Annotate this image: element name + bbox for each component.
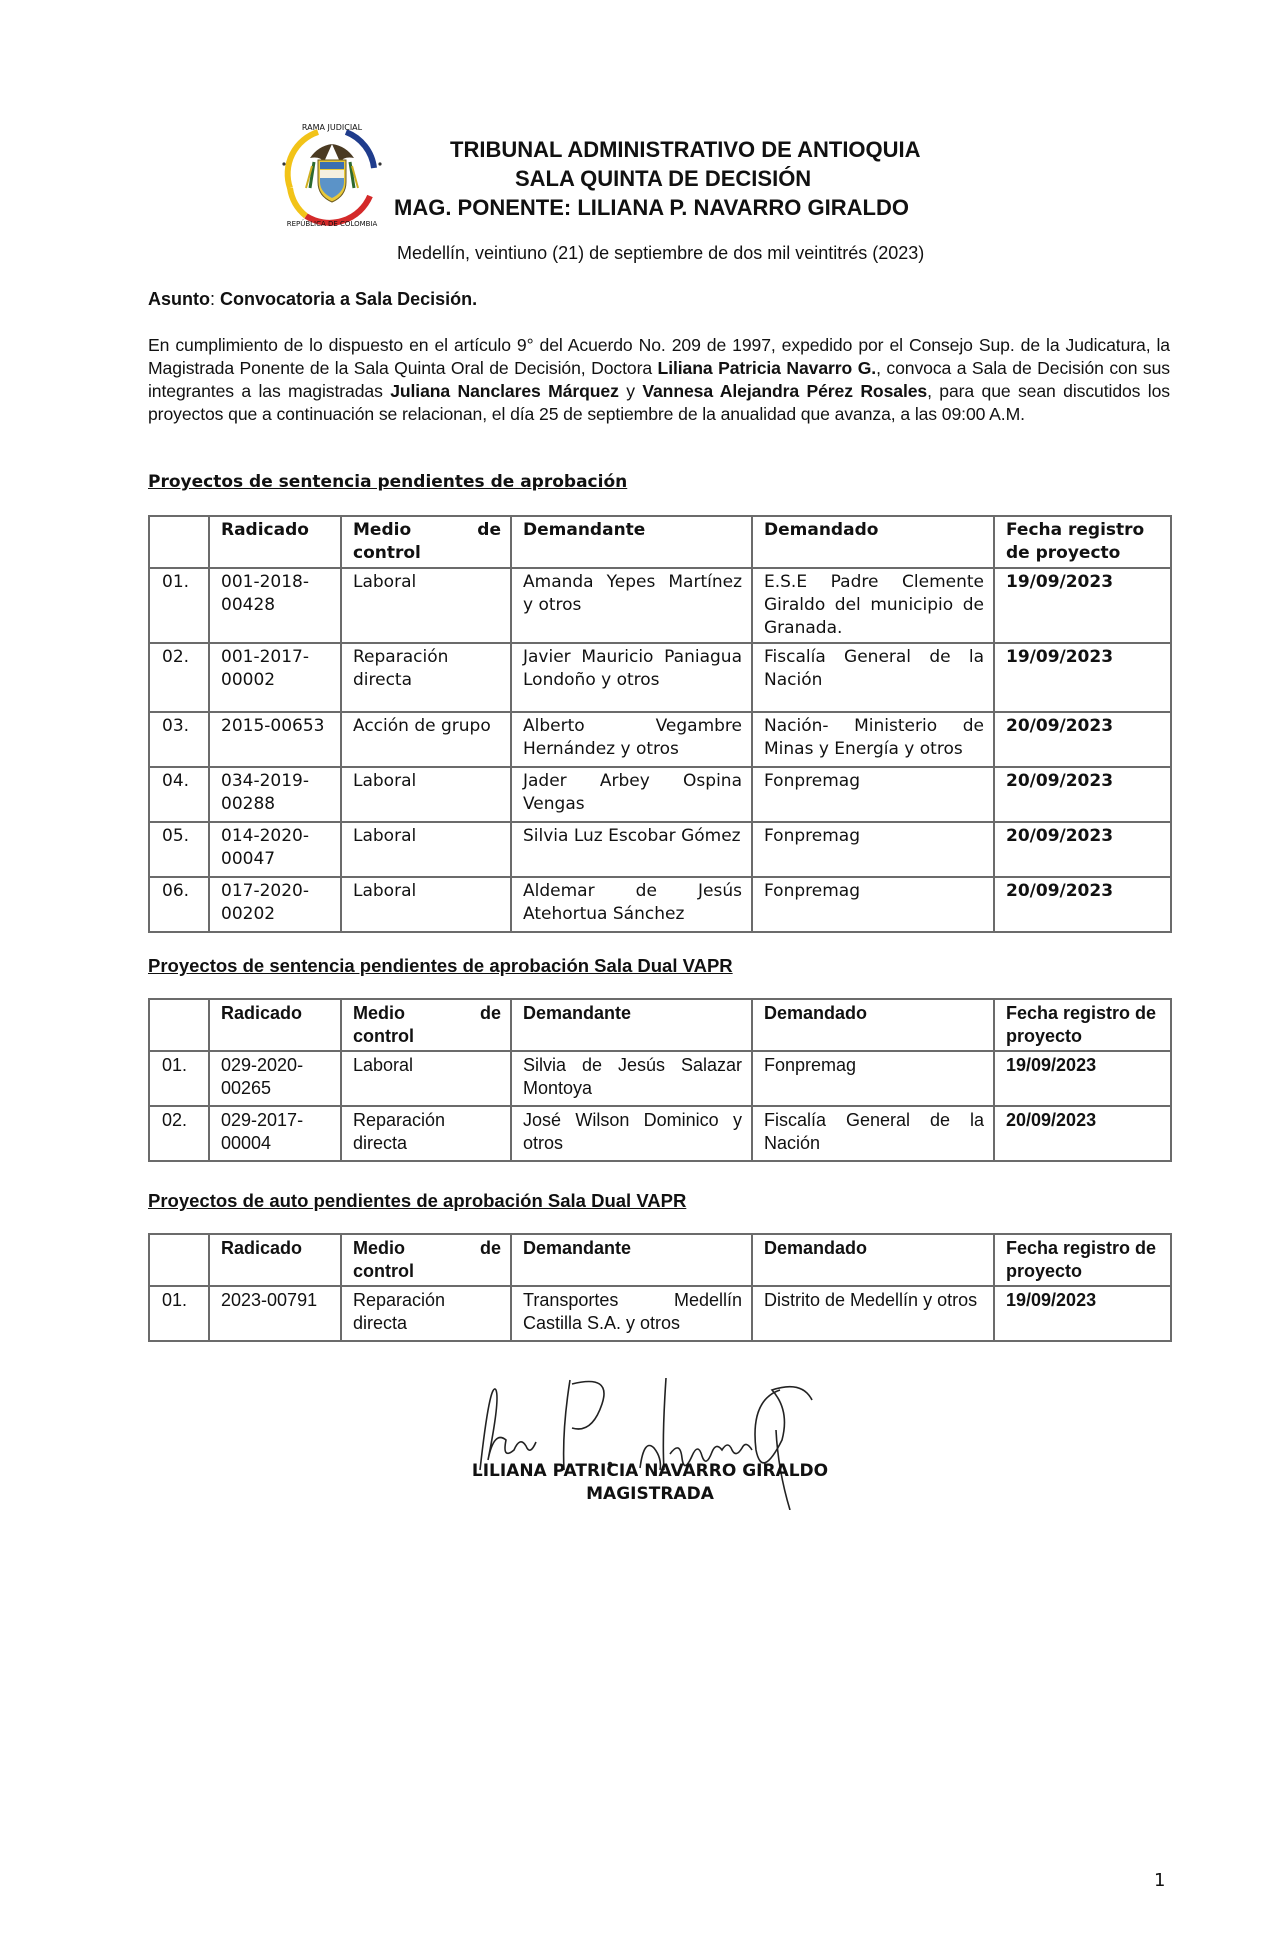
row-num: 01. <box>149 1286 209 1341</box>
row-demandado: Fiscalía General de la Nación <box>752 1106 994 1161</box>
signatory-role: MAGISTRADA <box>586 1484 714 1504</box>
table-header-row <box>149 516 1171 568</box>
row-demandado: Fonpremag <box>752 1051 994 1106</box>
row-num: 02. <box>149 643 209 712</box>
col-medio: Medio de control <box>341 1234 511 1286</box>
paragraph-text: , para que sean discutidos los proyectos que a continuación se relacionan, el día 25 de septiembre de la anualidad que avanza, a las 09:00 A.M. <box>148 381 1170 424</box>
signatory <box>440 1460 860 1506</box>
rama-judicial-seal-icon <box>278 118 386 230</box>
row-demandante: Javier Mauricio Paniagua Londoño y otros <box>511 643 752 712</box>
row-medio: Laboral <box>341 822 511 877</box>
col-demandado: Demandado <box>752 999 994 1051</box>
row-num: 05. <box>149 822 209 877</box>
subject-text: Convocatoria a Sala Decisión. <box>220 289 478 309</box>
row-num: 01. <box>149 1051 209 1106</box>
signatory-name: LILIANA PATRICIA NAVARRO GIRALDO <box>471 1461 829 1481</box>
row-num: 06. <box>149 877 209 932</box>
table-row <box>149 643 1171 712</box>
col-demandante: Demandante <box>511 1234 752 1286</box>
row-radicado: 029-2017-00004 <box>209 1106 341 1161</box>
col-demandante: Demandante <box>511 999 752 1051</box>
row-demandado: Fonpremag <box>752 877 994 932</box>
row-demandado: Fonpremag <box>752 822 994 877</box>
table-row <box>149 822 1171 877</box>
table-row <box>149 712 1171 767</box>
row-fecha: 19/09/2023 <box>994 643 1171 712</box>
row-medio: Reparación directa <box>341 1286 511 1341</box>
table-row <box>149 1051 1171 1106</box>
row-num: 01. <box>149 568 209 643</box>
row-radicado: 001-2017-00002 <box>209 643 341 712</box>
ponente-name: Liliana Patricia Navarro G. <box>657 358 877 378</box>
row-radicado: 034-2019-00288 <box>209 767 341 822</box>
row-medio: Laboral <box>341 568 511 643</box>
row-demandado: Fiscalía General de la Nación <box>752 643 994 712</box>
row-medio: Laboral <box>341 1051 511 1106</box>
table-sentencia <box>148 515 1172 933</box>
row-medio: Reparación directa <box>341 643 511 712</box>
row-demandante: Amanda Yepes Martínez y otros <box>511 568 752 643</box>
row-demandado: E.S.E Padre Clemente Giraldo del municipio de Granada. <box>752 568 994 643</box>
table-sala-dual <box>148 998 1172 1162</box>
row-fecha: 20/09/2023 <box>994 822 1171 877</box>
row-medio: Laboral <box>341 767 511 822</box>
table-row <box>149 1286 1171 1341</box>
row-fecha: 19/09/2023 <box>994 568 1171 643</box>
row-demandante: Aldemar de Jesús Atehortua Sánchez <box>511 877 752 932</box>
magistrate-name-2: Vannesa Alejandra Pérez Rosales <box>642 381 928 401</box>
convocation-paragraph <box>148 334 1170 426</box>
col-radicado: Radicado <box>209 1234 341 1286</box>
row-demandante: Transportes Medellín Castilla S.A. y otros <box>511 1286 752 1341</box>
row-fecha: 20/09/2023 <box>994 712 1171 767</box>
col-fecha: Fecha registro de proyecto <box>994 1234 1171 1286</box>
table-row <box>149 568 1171 643</box>
row-demandado: Distrito de Medellín y otros <box>752 1286 994 1341</box>
row-demandante: Silvia Luz Escobar Gómez <box>511 822 752 877</box>
row-radicado: 2015-00653 <box>209 712 341 767</box>
row-num: 04. <box>149 767 209 822</box>
table-header-row <box>149 999 1171 1051</box>
row-demandante: José Wilson Dominico y otros <box>511 1106 752 1161</box>
col-fecha: Fecha registro de proyecto <box>994 999 1171 1051</box>
section-title-sala-dual: Proyectos de sentencia pendientes de aprobación Sala Dual VAPR <box>148 955 733 976</box>
row-radicado: 2023-00791 <box>209 1286 341 1341</box>
col-medio: Medio de control <box>341 999 511 1051</box>
court-name: TRIBUNAL ADMINISTRATIVO DE ANTIOQUIA <box>450 137 921 162</box>
col-demandante: Demandante <box>511 516 752 568</box>
table-row <box>149 877 1171 932</box>
row-radicado: 029-2020-00265 <box>209 1051 341 1106</box>
col-radicado: Radicado <box>209 999 341 1051</box>
paragraph-text: En cumplimiento de lo dispuesto en el artículo 9° del Acuerdo No. 209 de 1997, expedido por el Consejo Sup. de la Judicatura, la Magistrada Ponente de la Sala Quinta Oral de Decisión, Doctora <box>148 335 1170 378</box>
row-num: 02. <box>149 1106 209 1161</box>
row-demandado: Nación- Ministerio de Minas y Energía y otros <box>752 712 994 767</box>
row-fecha: 19/09/2023 <box>994 1286 1171 1341</box>
col-demandado: Demandado <box>752 516 994 568</box>
col-num <box>149 999 209 1051</box>
row-medio: Acción de grupo <box>341 712 511 767</box>
row-demandante: Jader Arbey Ospina Vengas <box>511 767 752 822</box>
logo-top-text: RAMA JUDICIAL <box>301 123 363 132</box>
table-row <box>149 1106 1171 1161</box>
col-radicado: Radicado <box>209 516 341 568</box>
paragraph-text: , convoca a Sala de Decisión con sus integrantes a las magistradas <box>148 358 1170 401</box>
magistrate-ponente: MAG. PONENTE: LILIANA P. NAVARRO GIRALDO <box>394 195 909 220</box>
row-demandado: Fonpremag <box>752 767 994 822</box>
table-header-row <box>149 1234 1171 1286</box>
row-num: 03. <box>149 712 209 767</box>
row-demandante: Silvia de Jesús Salazar Montoya <box>511 1051 752 1106</box>
paragraph-text: y <box>618 381 643 401</box>
row-demandante: Alberto Vegambre Hernández y otros <box>511 712 752 767</box>
row-radicado: 014-2020-00047 <box>209 822 341 877</box>
col-num <box>149 1234 209 1286</box>
chamber-name: SALA QUINTA DE DECISIÓN <box>515 166 812 191</box>
subject-line: Asunto: Convocatoria a Sala Decisión. <box>148 289 478 309</box>
row-fecha: 20/09/2023 <box>994 877 1171 932</box>
section-title-auto: Proyectos de auto pendientes de aprobación Sala Dual VAPR <box>148 1190 687 1211</box>
row-medio: Reparación directa <box>341 1106 511 1161</box>
col-fecha: Fecha registro de proyecto <box>994 516 1171 568</box>
page-number: 1 <box>1154 1870 1166 1891</box>
logo-bottom-text: REPÚBLICA DE COLOMBIA <box>286 220 378 228</box>
magistrate-name-1: Juliana Nanclares Márquez <box>390 381 619 401</box>
col-medio: Medio de control <box>341 516 511 568</box>
document-date: Medellín, veintiuno (21) de septiembre de dos mil veintitrés (2023) <box>397 243 925 263</box>
table-row <box>149 767 1171 822</box>
table-auto <box>148 1233 1172 1342</box>
row-medio: Laboral <box>341 877 511 932</box>
col-demandado: Demandado <box>752 1234 994 1286</box>
section-title-sentencia: Proyectos de sentencia pendientes de aprobación <box>148 472 628 492</box>
row-fecha: 20/09/2023 <box>994 1106 1171 1161</box>
row-fecha: 19/09/2023 <box>994 1051 1171 1106</box>
row-fecha: 20/09/2023 <box>994 767 1171 822</box>
row-radicado: 001-2018-00428 <box>209 568 341 643</box>
col-num <box>149 516 209 568</box>
subject-label: Asunto <box>148 289 210 309</box>
row-radicado: 017-2020-00202 <box>209 877 341 932</box>
